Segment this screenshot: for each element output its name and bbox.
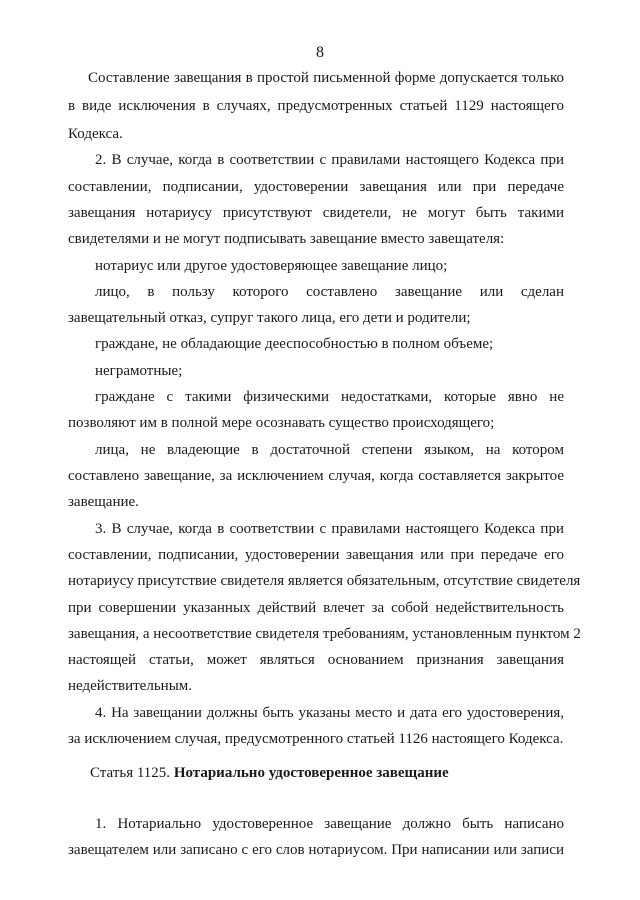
- text-line: составлении, подписании, удостоверении завещания или при передаче его: [68, 547, 564, 563]
- text-line: 4. На завещании должны быть указаны место и дата его удостоверения,: [95, 705, 564, 721]
- text-line: неграмотные;: [95, 363, 183, 379]
- article-heading: [90, 763, 564, 783]
- page-number: 8: [316, 44, 324, 61]
- text-line: свидетелями и не могут подписывать завещание вместо завещателя:: [68, 231, 505, 247]
- text-line: Кодекса.: [68, 126, 123, 142]
- text-line: граждане, не обладающие дееспособностью в полном объеме;: [95, 336, 494, 352]
- text-line: 1. Нотариально удостоверенное завещание должно быть написано: [95, 816, 564, 832]
- text-line: 2. В случае, когда в соответствии с правилами настоящего Кодекса при: [95, 152, 564, 168]
- text-line: при совершении указанных действий влечет за собой недействительность: [68, 600, 564, 616]
- text-line: нотариусу присутствие свидетеля является обязательным, отсутствие свидетеля: [68, 573, 581, 589]
- text-line: настоящей статьи, может являться основанием признания завещания: [68, 652, 564, 668]
- text-line: недействительным.: [68, 678, 193, 694]
- text-line: граждане с такими физическими недостатками, которые явно не: [95, 389, 564, 405]
- text-line: Составление завещания в простой письменной форме допускается только: [88, 70, 564, 86]
- text-line: нотариус или другое удостоверяющее завещание лицо;: [95, 258, 448, 274]
- text-line: лицо, в пользу которого составлено завещание или сделан: [95, 284, 564, 300]
- text-line: составлено завещание, за исключением случая, когда составляется закрытое: [68, 468, 564, 484]
- text-line: завещателем или записано с его слов нотариусом. При написании или записи: [68, 842, 564, 858]
- text-line: лица, не владеющие в достаточной степени языком, на котором: [95, 442, 564, 458]
- text-line: составлении, подписании, удостоверении завещания или при передаче: [68, 179, 564, 195]
- text-line: завещание.: [68, 494, 139, 510]
- article-title: Нотариально удостоверенное завещание: [173, 765, 449, 781]
- text-line: в виде исключения в случаях, предусмотренных статьей 1129 настоящего: [68, 98, 564, 114]
- text-line: 3. В случае, когда в соответствии с правилами настоящего Кодекса при: [95, 521, 564, 537]
- text-line: завещания нотариусу присутствуют свидетели, не могут быть такими: [68, 205, 564, 221]
- text-line: за исключением случая, предусмотренного статьей 1126 настоящего Кодекса.: [68, 731, 564, 747]
- article-number: Статья 1125.: [90, 765, 174, 781]
- text-line: завещательный отказ, супруг такого лица, его дети и родители;: [68, 310, 471, 326]
- text-line: завещания, а несоответствие свидетеля требованиям, установленным пунктом 2: [68, 626, 581, 642]
- text-line: позволяют им в полной мере осознавать существо происходящего;: [68, 415, 495, 431]
